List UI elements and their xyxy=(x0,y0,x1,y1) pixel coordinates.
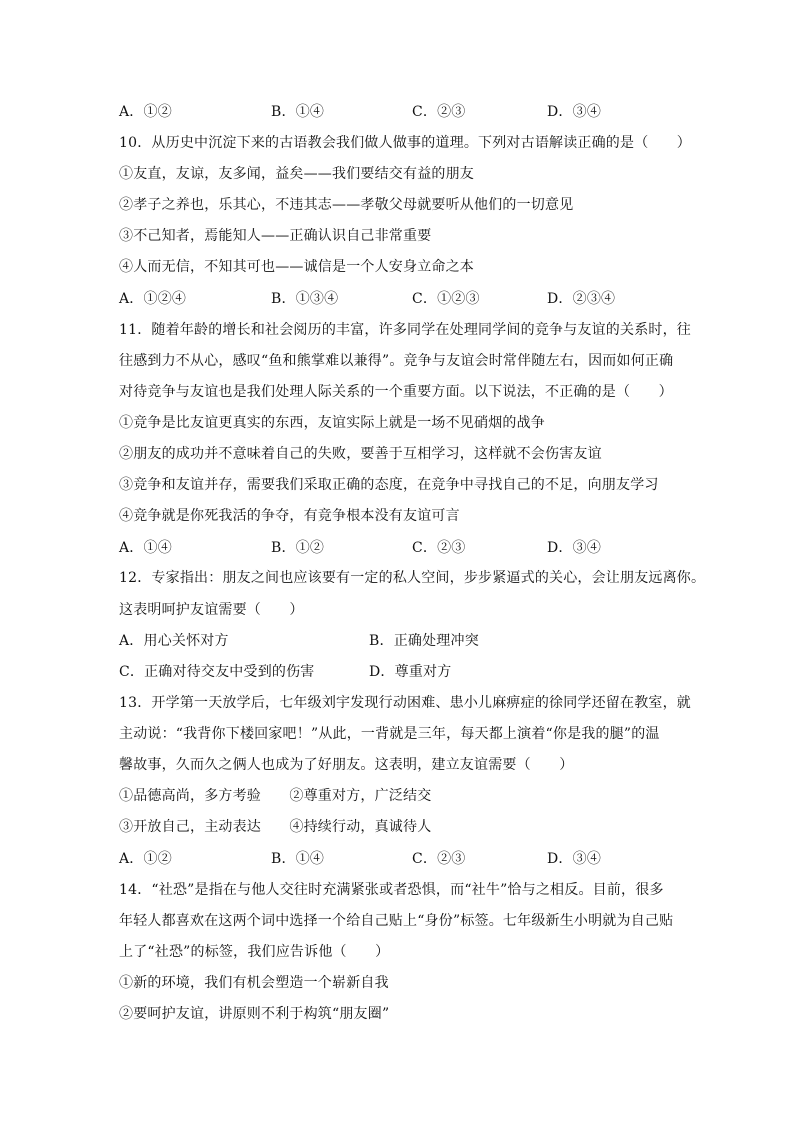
answer-option: C．正确对待交友中受到的伤害 xyxy=(119,664,315,680)
text-line: 11．随着年龄的增长和社会阅历的丰富，许多同学在处理同学间的竞争与友谊的关系时，往 xyxy=(119,322,692,338)
options-row xyxy=(119,631,679,651)
text-line: 上了“社恐”的标签，我们应告诉他（ ） xyxy=(119,944,390,960)
text-line: ③竞争和友谊并存，需要我们采取正确的态度，在竞争中寻找自己的不足，向朋友学习 xyxy=(119,477,659,493)
text-line: ③开放自己，主动表达 ④持续行动，真诚待人 xyxy=(119,819,432,835)
answer-option: A．①④ xyxy=(119,540,172,556)
text-line: 14．“社恐”是指在与他人交往时充满紧张或者恐惧，而“社牛”恰与之相反。目前，很多 xyxy=(119,882,664,898)
text-line: 往感到力不从心，感叹“鱼和熊掌难以兼得”。竞争与友谊会时常伴随左右，因而如何正确 xyxy=(119,353,674,369)
options-row xyxy=(119,849,679,869)
text-line: 对待竞争与友谊也是我们处理人际关系的一个重要方面。以下说法，不正确的是（ ） xyxy=(119,384,673,400)
text-line: ①新的环境，我们有机会塑造一个崭新自我 xyxy=(119,975,389,991)
answer-option: C．②③ xyxy=(412,540,466,556)
text-line: 10．从历史中沉淀下来的古语教会我们做人做事的道理。下列对古语解读正确的是（ ） xyxy=(119,135,692,151)
answer-option: D．尊重对方 xyxy=(369,664,452,680)
text-line: ①竞争是比友谊更真实的东西，友谊实际上就是一场不见硝烟的战争 xyxy=(119,415,545,431)
text-line: 主动说：“我背你下楼回家吧！”从此，一背就是三年，每天都上演着“你是我的腿”的温 xyxy=(119,726,660,742)
answer-option: A．①② xyxy=(119,104,172,120)
options-row xyxy=(119,662,679,682)
text-line: ②朋友的成功并不意味着自己的失败，要善于互相学习，这样就不会伤害友谊 xyxy=(119,446,602,462)
text-line: 年轻人都喜欢在这两个词中选择一个给自己贴上“身份”标签。七年级新生小明就为自己贴 xyxy=(119,913,674,929)
answer-option: C．②③ xyxy=(412,851,466,867)
answer-option: B．①④ xyxy=(271,851,325,867)
text-line: 13．开学第一天放学后，七年级刘宇发现行动困难、患小儿麻痹症的徐同学还留在教室，就 xyxy=(119,695,692,711)
text-line: ③不己知者，焉能知人——正确认识自己非常重要 xyxy=(119,228,432,244)
answer-option: A．①②④ xyxy=(119,291,187,307)
text-line: ②要呵护友谊，讲原则不利于构筑“朋友圈” xyxy=(119,1006,390,1022)
options-row xyxy=(119,289,679,309)
answer-option: D．③④ xyxy=(547,851,602,867)
answer-option: C．①②③ xyxy=(412,291,480,307)
answer-option: B．①④ xyxy=(271,104,325,120)
text-line: 馨故事，久而久之俩人也成为了好朋友。这表明，建立友谊需要（ ） xyxy=(119,757,574,773)
text-line: ②孝子之养也，乐其心，不违其志——孝敬父母就要听从他们的一切意见 xyxy=(119,197,574,213)
answer-option: D．②③④ xyxy=(547,291,616,307)
answer-option: B．①② xyxy=(271,540,325,556)
options-row xyxy=(119,538,679,558)
text-line: ①品德高尚，多方考验 ②尊重对方，广泛结交 xyxy=(119,788,432,804)
answer-option: D．③④ xyxy=(547,104,602,120)
text-line: ④人而无信，不知其可也——诚信是一个人安身立命之本 xyxy=(119,259,474,275)
text-line: ①友直，友谅，友多闻，益矣——我们要结交有益的朋友 xyxy=(119,166,474,182)
options-row xyxy=(119,102,679,122)
text-line: 12．专家指出：朋友之间也应该要有一定的私人空间，步步紧逼式的关心，会让朋友远离你。 xyxy=(119,570,706,586)
answer-option: A．用心关怀对方 xyxy=(119,633,229,649)
answer-option: B．正确处理冲突 xyxy=(369,633,479,649)
text-line: ④竞争就是你死我活的争夺，有竞争根本没有友谊可言 xyxy=(119,508,460,524)
answer-option: D．③④ xyxy=(547,540,602,556)
answer-option: C．②③ xyxy=(412,104,466,120)
text-line: 这表明呵护友谊需要（ ） xyxy=(119,602,304,618)
answer-option: B．①③④ xyxy=(271,291,339,307)
answer-option: A．①② xyxy=(119,851,172,867)
